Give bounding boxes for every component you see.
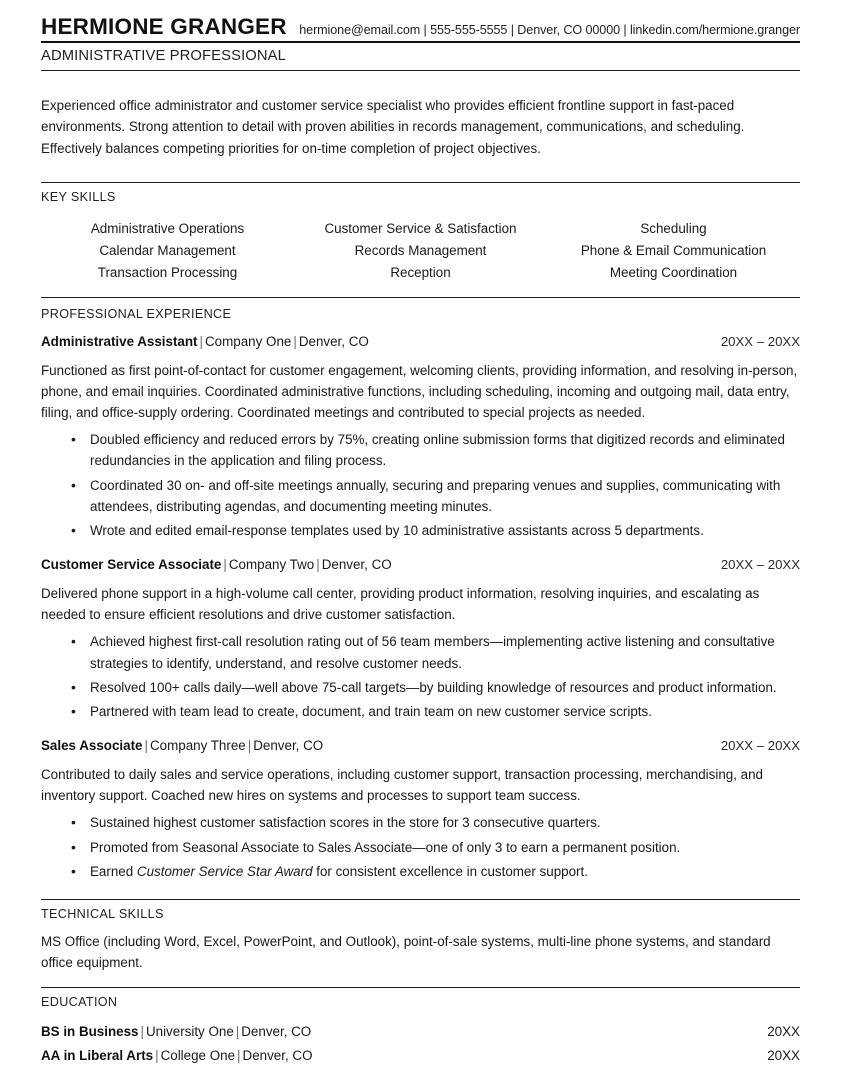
- job-title: Administrative Assistant: [41, 333, 198, 349]
- technical-skills-body: [41, 921, 800, 987]
- job-dates: 20XX – 20XX: [720, 738, 800, 754]
- bullet-item: • Promoted from Seasonal Associate to Sales Associate—one of only 3 to earn a permanent position.: [41, 837, 800, 858]
- experience-section: [41, 298, 800, 882]
- skill-item: Transaction Processing: [97, 264, 238, 280]
- job-identity: [41, 334, 369, 349]
- education-heading: EDUCATION: [41, 995, 118, 1010]
- skill-item: Customer Service & Satisfaction: [324, 220, 517, 236]
- job-identity: [41, 557, 392, 572]
- education-date: 20XX: [767, 1024, 800, 1040]
- job-separator: |: [144, 738, 148, 754]
- job-location: Denver, CO: [253, 738, 324, 754]
- technical-skills-text: MS Office (including Word, Excel, PowerPoint, and Outlook), point-of-sale systems, multi-line phone systems, and standard office equipment.: [41, 933, 771, 971]
- professional-title: ADMINISTRATIVE PROFESSIONAL: [41, 48, 286, 65]
- job-separator: |: [293, 333, 297, 349]
- key-skills-grid: [41, 204, 800, 297]
- education-school: University One: [145, 1024, 234, 1040]
- technical-skills-heading: TECHNICAL SKILLS: [41, 906, 164, 921]
- spacer: [41, 885, 800, 899]
- education-separator: |: [235, 1024, 240, 1040]
- resume-header: [41, 0, 800, 41]
- education-separator: |: [140, 1024, 144, 1040]
- job-bullets: [41, 429, 800, 541]
- job-company: Company One: [205, 333, 292, 349]
- job-header: [41, 321, 800, 352]
- candidate-name: HERMIONE GRANGER: [41, 14, 287, 39]
- bullet-item: • Achieved highest first-call resolution rating out of 56 team members—implementing active listening and consultative strategies to identify, understand, and resolve customer needs.: [41, 631, 800, 673]
- education-degree: AA in Liberal Arts: [41, 1047, 154, 1063]
- experience-entry: [41, 725, 800, 882]
- experience-entry: [41, 544, 800, 722]
- job-location: Denver, CO: [321, 557, 392, 573]
- key-skills-column: [294, 218, 547, 284]
- key-skills-section: [41, 183, 800, 297]
- technical-skills-section: [41, 900, 800, 987]
- experience-entry: [41, 321, 800, 541]
- award-prefix: Earned: [90, 863, 137, 879]
- education-entry: [41, 1043, 800, 1067]
- bullet-item: • Partnered with team lead to create, document, and train team on new customer service scripts.: [41, 701, 800, 722]
- summary-section: [41, 71, 800, 182]
- job-company: Company Two: [228, 557, 315, 573]
- education-separator: |: [155, 1047, 159, 1063]
- job-title: Sales Associate: [41, 738, 143, 754]
- summary-text: Experienced office administrator and customer service specialist who provides efficient frontline support in fast-paced environments. Strong attention to detail with proven abilities in records management, communications, and scheduling. Effectively balances competing priorities for on-time completion of project objectives.: [41, 98, 745, 156]
- job-location: Denver, CO: [298, 333, 369, 349]
- bullet-item-award: [41, 861, 800, 882]
- education-list: [41, 1009, 800, 1066]
- job-identity: [41, 738, 323, 753]
- education-separator: |: [237, 1047, 241, 1063]
- award-name: Customer Service Star Award: [136, 863, 313, 879]
- education-school: College One: [160, 1047, 236, 1063]
- education-date: 20XX: [767, 1047, 800, 1063]
- bullet-item: • Coordinated 30 on- and off-site meetings annually, securing and preparing venues and supplies, communicating with attendees, distributing agendas, and documenting meeting minutes.: [41, 475, 800, 517]
- award-suffix: for consistent excellence in customer support.: [312, 863, 588, 879]
- bullet-item: • Resolved 100+ calls daily—well above 75-call targets—by building knowledge of resources and product information.: [41, 677, 800, 698]
- job-bullets: [41, 812, 800, 882]
- job-bullets: [41, 631, 800, 722]
- education-entry: [41, 1019, 800, 1043]
- job-header: [41, 725, 800, 756]
- job-separator: |: [316, 557, 320, 573]
- education-identity: [41, 1021, 311, 1043]
- skill-item: Records Management: [354, 242, 487, 258]
- skill-item: Calendar Management: [99, 242, 236, 258]
- job-dates: 20XX – 20XX: [720, 557, 800, 573]
- skill-item: Scheduling: [640, 220, 707, 236]
- job-header: [41, 544, 800, 575]
- skill-item: Administrative Operations: [90, 220, 245, 236]
- skill-item: Reception: [390, 264, 451, 280]
- key-skills-heading: KEY SKILLS: [41, 189, 116, 204]
- education-degree: BS in Business: [41, 1024, 139, 1040]
- key-skills-column: [547, 218, 800, 284]
- job-separator: |: [223, 557, 227, 573]
- job-title: Customer Service Associate: [41, 557, 222, 573]
- job-description: Contributed to daily sales and service operations, including customer support, transaction processing, merchandising, and inventory support. Coached new hires on systems and processes to support team success.: [41, 767, 764, 804]
- education-identity: [41, 1045, 313, 1067]
- skill-item: Phone & Email Communication: [580, 242, 767, 258]
- job-company: Company Three: [149, 738, 246, 754]
- contact-line: hermione@email.com | 555-555-5555 | Denver, CO 00000 | linkedin.com/hermione.granger: [299, 23, 800, 38]
- bullet-item: • Wrote and edited email-response templates used by 10 administrative assistants across 5 departments.: [41, 520, 800, 541]
- skill-item: Meeting Coordination: [609, 264, 738, 280]
- education-section: [41, 988, 800, 1066]
- bullet-item: • Doubled efficiency and reduced errors by 75%, creating online submission forms that digitized records and eliminated redundancies in the application and filing process.: [41, 429, 800, 471]
- education-location: Denver, CO: [242, 1047, 313, 1063]
- job-separator: |: [199, 333, 204, 349]
- key-skills-column: [41, 218, 294, 284]
- education-location: Denver, CO: [241, 1024, 312, 1040]
- experience-heading: PROFESSIONAL EXPERIENCE: [41, 306, 232, 321]
- job-separator: |: [247, 738, 252, 754]
- job-description: Delivered phone support in a high-volume call center, providing product information, resolving inquiries, and escalating as needed to ensure efficient resolutions and drive customer satisfaction.: [41, 586, 760, 623]
- job-dates: 20XX – 20XX: [720, 333, 800, 349]
- job-description: Functioned as first point-of-contact for customer engagement, welcoming clients, providing information, and resolving in-person, phone, and email inquiries. Coordinated administrative functions, including scheduling, incoming and outgoing mail, data entry, filing, and office-supply ordering. Coordinated meetings and contributed to special projects as needed.: [41, 362, 798, 420]
- bullet-item: • Sustained highest customer satisfaction scores in the store for 3 consecutive quarters.: [41, 812, 800, 833]
